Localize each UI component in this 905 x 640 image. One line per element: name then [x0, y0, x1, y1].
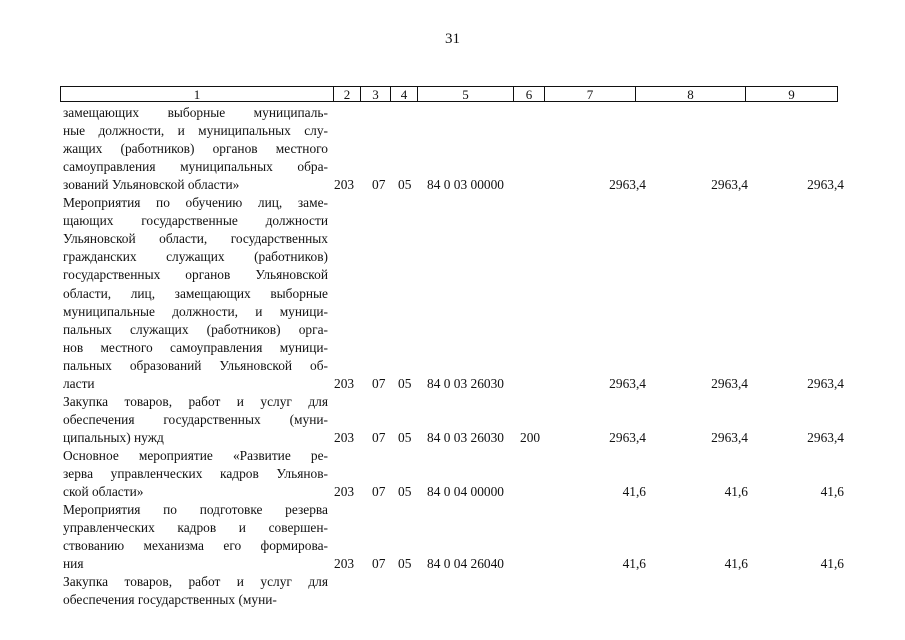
cell-col-4: 05	[398, 429, 412, 445]
cell-col-2: 203	[334, 375, 355, 391]
cell-col-7: 2963,4	[609, 177, 646, 193]
row-text-line: управленческих кадров и совершен-	[63, 520, 328, 536]
header-cell-1: 1	[193, 86, 201, 102]
row-text-line: обеспечения государственных (муни-	[63, 592, 277, 608]
cell-col-2: 203	[334, 177, 355, 193]
row-text-line: государственных органов Ульяновской	[63, 267, 328, 283]
cell-col-7: 2963,4	[609, 375, 646, 391]
row-text-line: ской области»	[63, 484, 144, 500]
header-cell-2: 2	[333, 87, 360, 101]
cell-col-5: 84 0 03 00000	[427, 177, 504, 193]
cell-col-5: 84 0 04 26040	[427, 556, 504, 572]
cell-col-9: 2963,4	[807, 375, 844, 391]
row-text-line: Ульяновской области, государственных	[63, 231, 328, 247]
row-text-line: жащих (работников) органов местного	[63, 141, 328, 157]
cell-col-8: 2963,4	[711, 429, 748, 445]
row-text-line: ния	[63, 556, 84, 572]
row-text-line: ласти	[63, 375, 95, 391]
row-text-line: Мероприятия по подготовке резерва	[63, 502, 328, 518]
row-text-line: обеспечения государственных (муни-	[63, 411, 328, 427]
cell-col-2: 203	[334, 556, 355, 572]
row-text-line: самоуправления муниципальных обра-	[63, 159, 328, 175]
header-cell-5: 5	[417, 87, 513, 101]
row-text-line: нов местного самоуправления муници-	[63, 339, 328, 355]
cell-col-5: 84 0 03 26030	[427, 375, 504, 391]
cell-col-4: 05	[398, 556, 412, 572]
cell-col-3: 07	[372, 484, 386, 500]
cell-col-9: 2963,4	[807, 177, 844, 193]
cell-col-6: 200	[520, 429, 541, 445]
cell-col-7: 41,6	[622, 556, 646, 572]
cell-col-3: 07	[372, 429, 386, 445]
page-number: 31	[445, 31, 460, 47]
cell-col-7: 2963,4	[609, 429, 646, 445]
cell-col-9: 41,6	[820, 484, 844, 500]
row-text-line: замещающих выборные муниципаль-	[63, 105, 328, 120]
cell-col-3: 07	[372, 556, 386, 572]
header-cell-7: 7	[544, 87, 635, 101]
cell-col-4: 05	[398, 177, 412, 193]
row-text-line: пальных служащих (работников) орга-	[63, 321, 328, 337]
row-text-line: щающих государственные должности	[63, 213, 328, 229]
row-text-line: зерва управленческих кадров Ульянов-	[63, 466, 328, 481]
cell-col-3: 07	[372, 177, 386, 193]
cell-col-2: 203	[334, 484, 355, 500]
cell-col-8: 41,6	[724, 556, 748, 572]
header-cell-4: 4	[390, 87, 417, 101]
row-text-line: Закупка товаров, работ и услуг для	[63, 393, 328, 409]
row-text-line: гражданских служащих (работников)	[63, 249, 328, 265]
row-text-line: области, лиц, замещающих выборные	[63, 285, 328, 301]
cell-col-5: 84 0 03 26030	[427, 429, 504, 445]
cell-col-4: 05	[398, 375, 412, 391]
header-cell-3: 3	[360, 87, 390, 101]
cell-col-8: 41,6	[724, 484, 748, 500]
row-text-line: ципальных) нужд	[63, 429, 164, 445]
row-text-line: Мероприятия по обучению лиц, заме-	[63, 195, 328, 211]
row-text-line: Закупка товаров, работ и услуг для	[63, 574, 328, 590]
row-text-line: муниципальные должности, и муници-	[63, 303, 328, 319]
cell-col-9: 2963,4	[807, 429, 844, 445]
header-cell-6: 6	[513, 87, 544, 101]
cell-col-7: 41,6	[622, 484, 646, 500]
row-text-line: пальных образований Ульяновской об-	[63, 357, 328, 373]
cell-col-5: 84 0 04 00000	[427, 484, 504, 500]
cell-col-3: 07	[372, 375, 386, 391]
cell-col-2: 203	[334, 429, 355, 445]
row-text-line: ные должности, и муниципальных слу-	[63, 123, 328, 139]
table-header-row	[60, 86, 838, 102]
cell-col-8: 2963,4	[711, 177, 748, 193]
header-cell-8: 8	[635, 87, 745, 101]
header-cell-9: 9	[745, 87, 837, 101]
row-text-line: зований Ульяновской области»	[63, 177, 240, 193]
row-text-line: ствованию механизма его формирова-	[63, 538, 328, 554]
cell-col-9: 41,6	[820, 556, 844, 572]
cell-col-8: 2963,4	[711, 375, 748, 391]
cell-col-4: 05	[398, 484, 412, 500]
row-text-line: Основное мероприятие «Развитие ре-	[63, 447, 328, 463]
